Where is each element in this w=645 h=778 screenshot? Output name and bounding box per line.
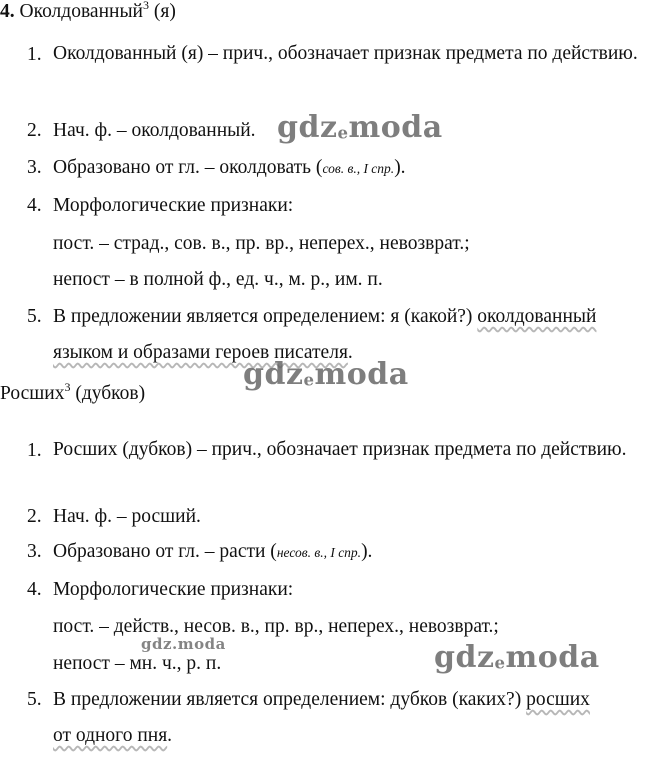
item-number: 5. (27, 689, 42, 710)
item-text: Росших (дубков) – прич., обозначает признак предмета по действию. (53, 439, 627, 460)
item-number: 1. (27, 44, 42, 65)
item-text: В предложении является определением: дубков (каких?) (53, 689, 527, 710)
block1-item-3 (27, 158, 643, 178)
underlined-text: языком и образами героев писателя (53, 342, 348, 363)
block1-nonconst: непост – в полной ф., ед. ч., м. р., им. п. (53, 269, 383, 290)
block2-item-2 (27, 507, 643, 527)
item-text: Околдованный (я) – прич., обозначает признак предмета по действию. (53, 43, 638, 64)
item-number: 1. (27, 440, 42, 461)
item-italic: несов. в., I спр. (276, 545, 362, 560)
block1-sup: 3 (142, 0, 149, 12)
watermark: gdzemoda (434, 640, 600, 675)
block1-word: Околдованный (19, 1, 143, 22)
item-text-end: . (167, 725, 173, 746)
item-text: Образовано от гл. – околдовать ( (53, 157, 323, 178)
item-number: 2. (27, 506, 42, 527)
block2-item-5-cont (53, 726, 172, 746)
watermark-small: gdz.moda (141, 635, 226, 653)
block2-item-1 (27, 441, 643, 469)
item-text: Нач. ф. – околдованный. (53, 120, 256, 141)
item-text-end: ). (361, 541, 373, 562)
block1-host: (я) (148, 1, 176, 22)
block1-item-1 (27, 45, 643, 73)
block2-sup: 3 (64, 380, 71, 394)
watermark: gdzemoda (277, 110, 443, 145)
underlined-text: росших (526, 689, 590, 710)
item-number: 3. (27, 157, 42, 178)
item-text: Образовано от гл. – расти ( (53, 541, 277, 562)
item-text: Морфологические признаки: (53, 195, 294, 216)
item-text-end: ). (394, 157, 406, 178)
block2-host: (дубков) (70, 383, 146, 404)
item-number: 4. (27, 579, 42, 600)
underlined-text: от одного пня (53, 725, 168, 746)
item-number: 5. (27, 306, 42, 327)
item-text-end: . (347, 342, 353, 363)
item-number: 3. (27, 541, 42, 562)
block1-item-4 (27, 196, 643, 216)
watermark: gdzemoda (243, 357, 409, 392)
item-text: Нач. ф. – росший. (53, 506, 201, 527)
block1-number: 4. (0, 1, 15, 22)
block1-item-5 (27, 307, 643, 327)
block2-word: Росших (0, 383, 65, 404)
block2-item-4 (27, 580, 643, 600)
item-italic: сов. в., I спр. (322, 161, 395, 176)
item-number: 2. (27, 120, 42, 141)
block2-const: пост. – действ., несов. в., пр. вр., неперех., невозврат.; (53, 616, 499, 637)
block2-heading (0, 380, 146, 404)
block1-heading (0, 2, 176, 22)
underlined-text: околдованный (477, 306, 597, 327)
item-text: Морфологические признаки: (53, 579, 294, 600)
block1-const: пост. – страд., сов. в., пр. вр., неперех., невозврат.; (53, 233, 470, 254)
item-text: В предложении является определением: я (какой?) (53, 306, 478, 327)
block2-item-5 (27, 690, 643, 710)
block2-nonconst: непост – мн. ч., р. п. (53, 653, 222, 674)
item-number: 4. (27, 195, 42, 216)
block2-item-3 (27, 542, 643, 562)
